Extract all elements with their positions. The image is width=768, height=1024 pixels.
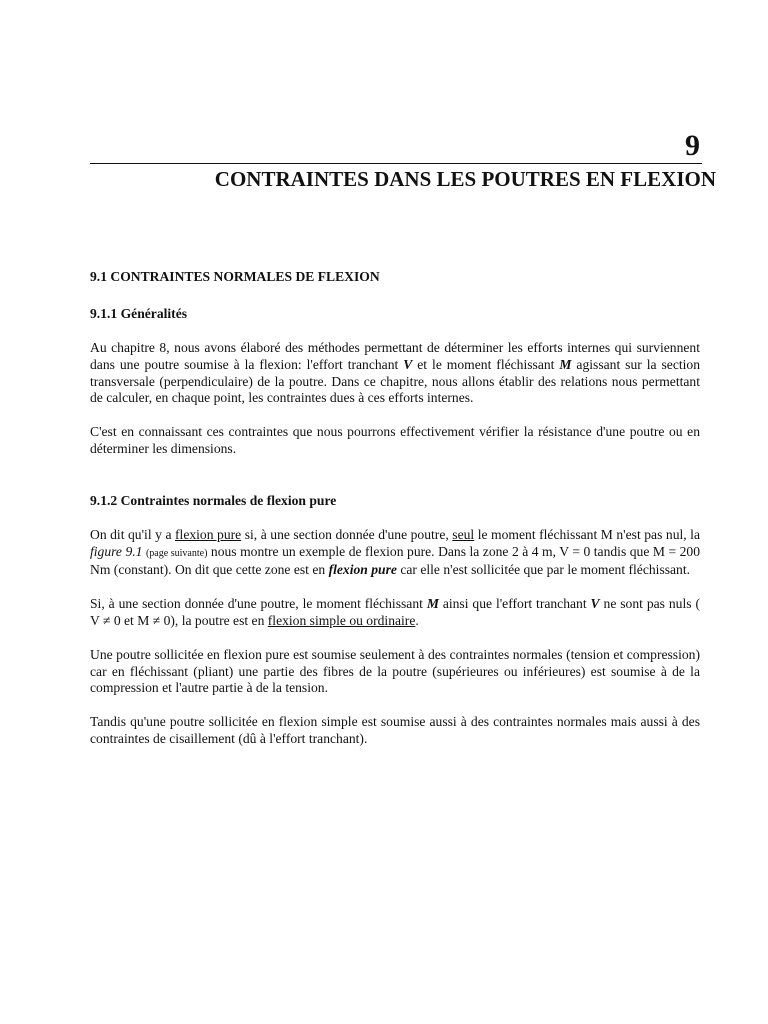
chapter-number: 9 [685, 129, 700, 162]
text-run: ainsi que l'effort tranchant [438, 596, 591, 612]
text-run: car elle n'est sollicitée que par le moment fléchissant. [396, 562, 691, 578]
paragraph-flexion-pure-2 [90, 596, 700, 630]
paragraph-generalites-1 [90, 340, 700, 407]
text-run: Au chapitre 8, nous avons élaboré des méthodes permettant de déterminer les efforts internes qui surviennent dans une poutre soumise à la flexion: l'effort tranchant [90, 340, 700, 372]
text-run: . [415, 612, 419, 628]
underlined-term: seul [452, 526, 475, 542]
paragraph-generalites-2: C'est en connaissant ces contraintes que nous pourrons effectivement vérifier la résistance d'une poutre ou en déterminer les dimensions. [90, 424, 700, 456]
text-run: Si, à une section donnée d'une poutre, le moment fléchissant [90, 596, 427, 612]
text-run: On dit qu'il y a [90, 526, 176, 542]
paragraph-flexion-pure-4: Tandis qu'une poutre sollicitée en flexion simple est soumise aussi à des contraintes normales mais aussi à des contraintes de cisaillement (dû à l'effort tranchant). [90, 714, 700, 746]
symbol-m: M [559, 356, 572, 372]
section-heading-9-1: 9.1 CONTRAINTES NORMALES DE FLEXION [90, 269, 380, 284]
symbol-m: M [426, 596, 439, 612]
symbol-v: V [590, 596, 600, 612]
underlined-term: flexion pure [175, 526, 242, 542]
body-column [90, 268, 700, 748]
underlined-term: flexion simple ou ordinaire [267, 612, 416, 628]
paragraph-flexion-pure-1 [90, 527, 700, 579]
figure-reference: figure 9.1 [90, 543, 143, 559]
chapter-title: CONTRAINTES DANS LES POUTRES EN FLEXION [214, 167, 716, 191]
text-run: si, à une section donnée d'une poutre, [241, 526, 453, 542]
text-run: nous montre un exemple de flexion pure. Dans la zone 2 à 4 m, V = 0 tandis que M = 200 Nm (constant). On dit que cette zone est en [90, 543, 700, 578]
subsection-heading-9-1-1: 9.1.1 Généralités [90, 306, 188, 321]
chapter-rule [90, 163, 702, 164]
subsection-heading-9-1-2: 9.1.2 Contraintes normales de flexion pure [90, 492, 337, 508]
page-note: (page suivante) [145, 547, 208, 559]
text-run: et le moment fléchissant [412, 356, 560, 372]
paragraph-flexion-pure-3: Une poutre sollicitée en flexion pure est soumise seulement à des contraintes normales (tension et compression) car en fléchissant (pliant) une partie des fibres de la poutre (supérieures ou inférieures) est soumise à de la compression et l'autre partie à de la tension. [90, 646, 700, 696]
text-run: le moment fléchissant M n'est pas nul, la [474, 526, 700, 542]
emphasized-term: flexion pure [328, 562, 397, 578]
text-run: ne sont pas nuls ( V ≠ 0 et M ≠ 0), la poutre est en [90, 596, 700, 628]
symbol-v: V [403, 356, 413, 372]
text-run: agissant sur la section transversale (perpendiculaire) de la poutre. Dans ce chapitre, nous allons établir des relations nous permettant de calculer, en chaque point, les contraintes dues à ces efforts internes. [90, 356, 701, 406]
